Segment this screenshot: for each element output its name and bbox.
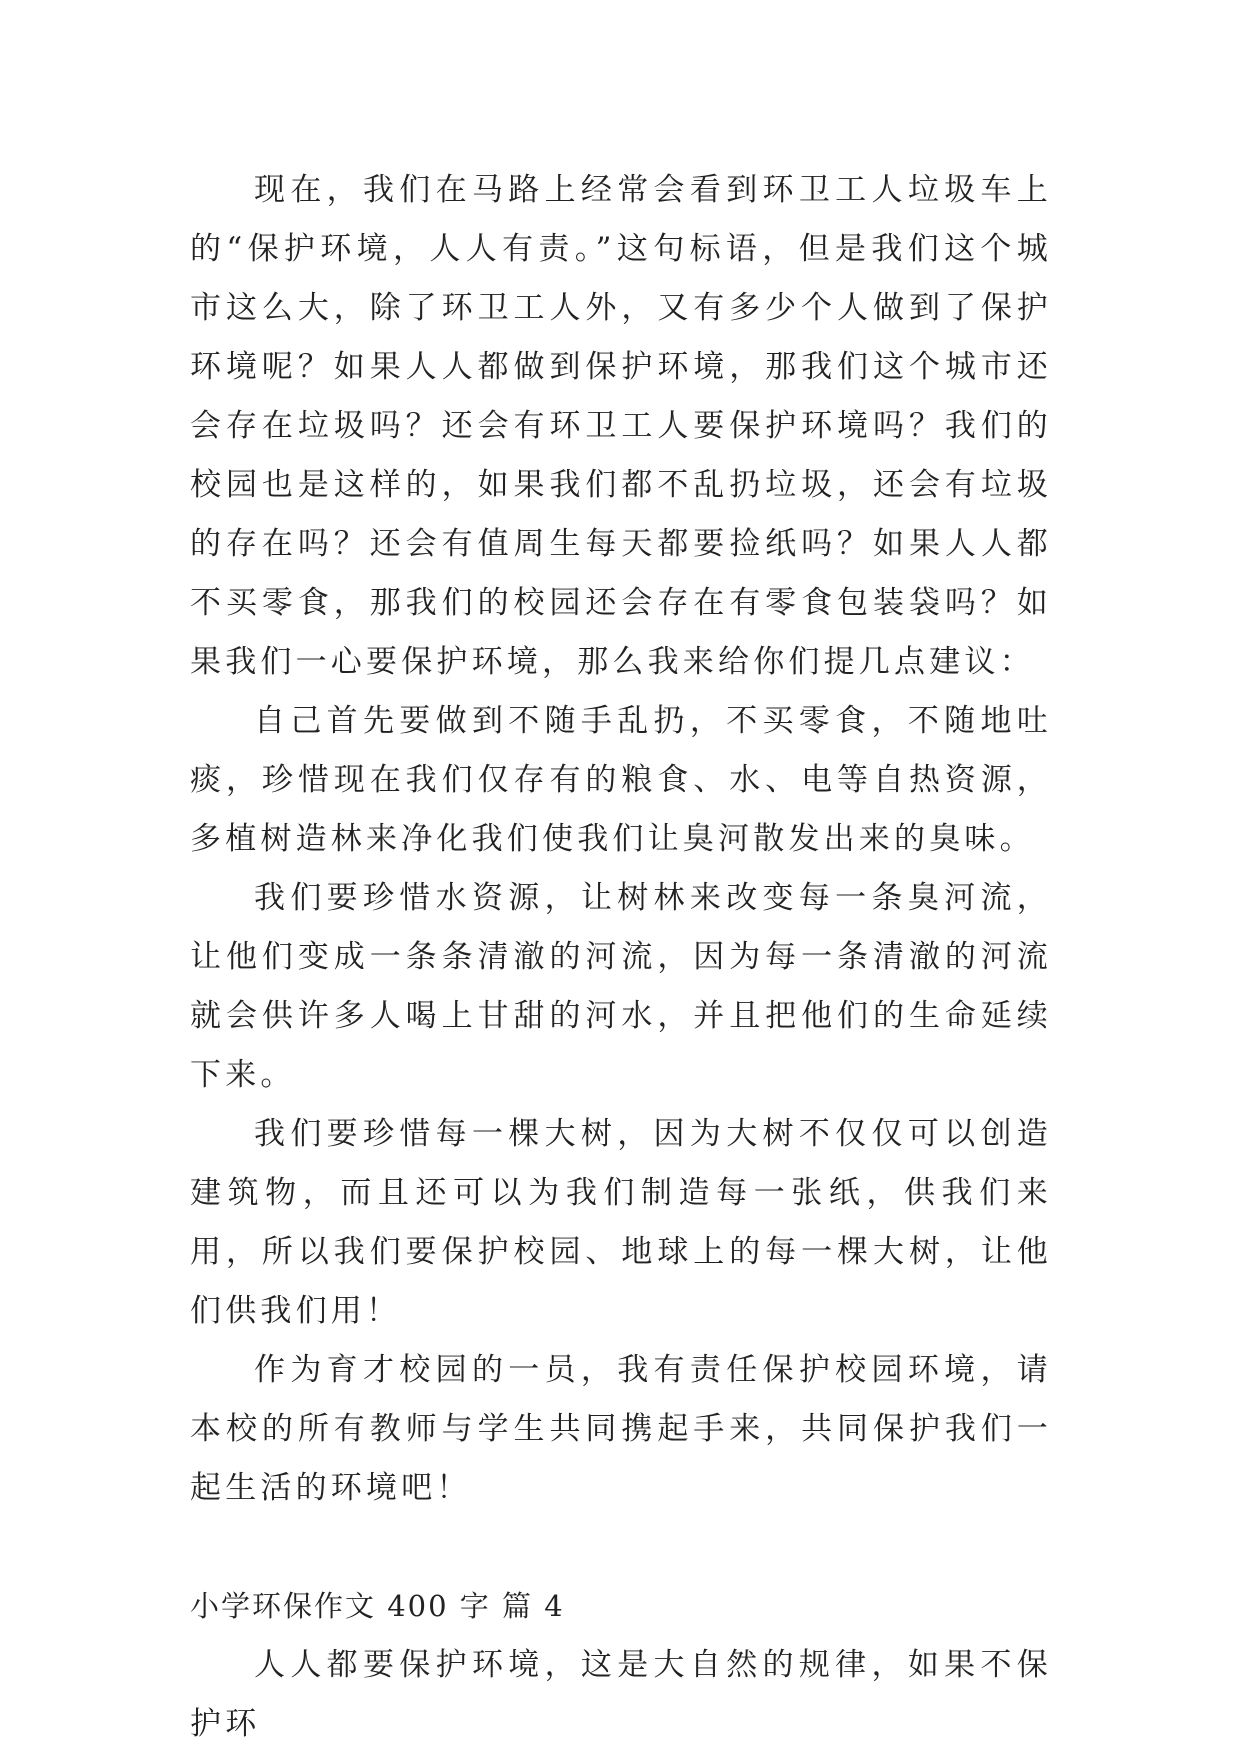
- section-title: 小学环保作文 400 字 篇 4: [190, 1589, 565, 1623]
- paragraph-4: 我们要珍惜每一棵大树，因为大树不仅仅可以创造建筑物，而且还可以为我们制造每一张纸，供我们来用，所以我们要保护校园、地球上的每一棵大树，让他们供我们用！: [190, 1116, 1052, 1329]
- document-body: [190, 161, 1052, 1754]
- paragraph-6: 人人都要保护环境，这是大自然的规律，如果不保护环: [190, 1647, 1052, 1742]
- paragraph-3: 我们要珍惜水资源，让树林来改变每一条臭河流，让他们变成一条条清澈的河流，因为每一条清澈的河流就会供许多人喝上甘甜的河水，并且把他们的生命延续下来。: [190, 880, 1052, 1093]
- paragraph-5: 作为育才校园的一员，我有责任保护校园环境，请本校的所有教师与学生共同携起手来，共同保护我们一起生活的环境吧！: [190, 1352, 1052, 1506]
- paragraph-1: 现在，我们在马路上经常会看到环卫工人垃圾车上的“保护环境，人人有责。”这句标语，但是我们这个城市这么大，除了环卫工人外，又有多少个人做到了保护环境呢？如果人人都做到保护环境，那我们这个城市还会存在垃圾吗？还会有环卫工人要保护环境吗？我们的校园也是这样的，如果我们都不乱扔垃圾，还会有垃圾的存在吗？还会有值周生每天都要捡纸吗？如果人人都不买零食，那我们的校园还会存在有零食包装袋吗？如果我们一心要保护环境，那么我来给你们提几点建议：: [190, 172, 1052, 680]
- paragraph-2: 自己首先要做到不随手乱扔，不买零食，不随地吐痰，珍惜现在我们仅存有的粮食、水、电等自热资源，多植树造林来净化我们使我们让臭河散发出来的臭味。: [190, 703, 1052, 857]
